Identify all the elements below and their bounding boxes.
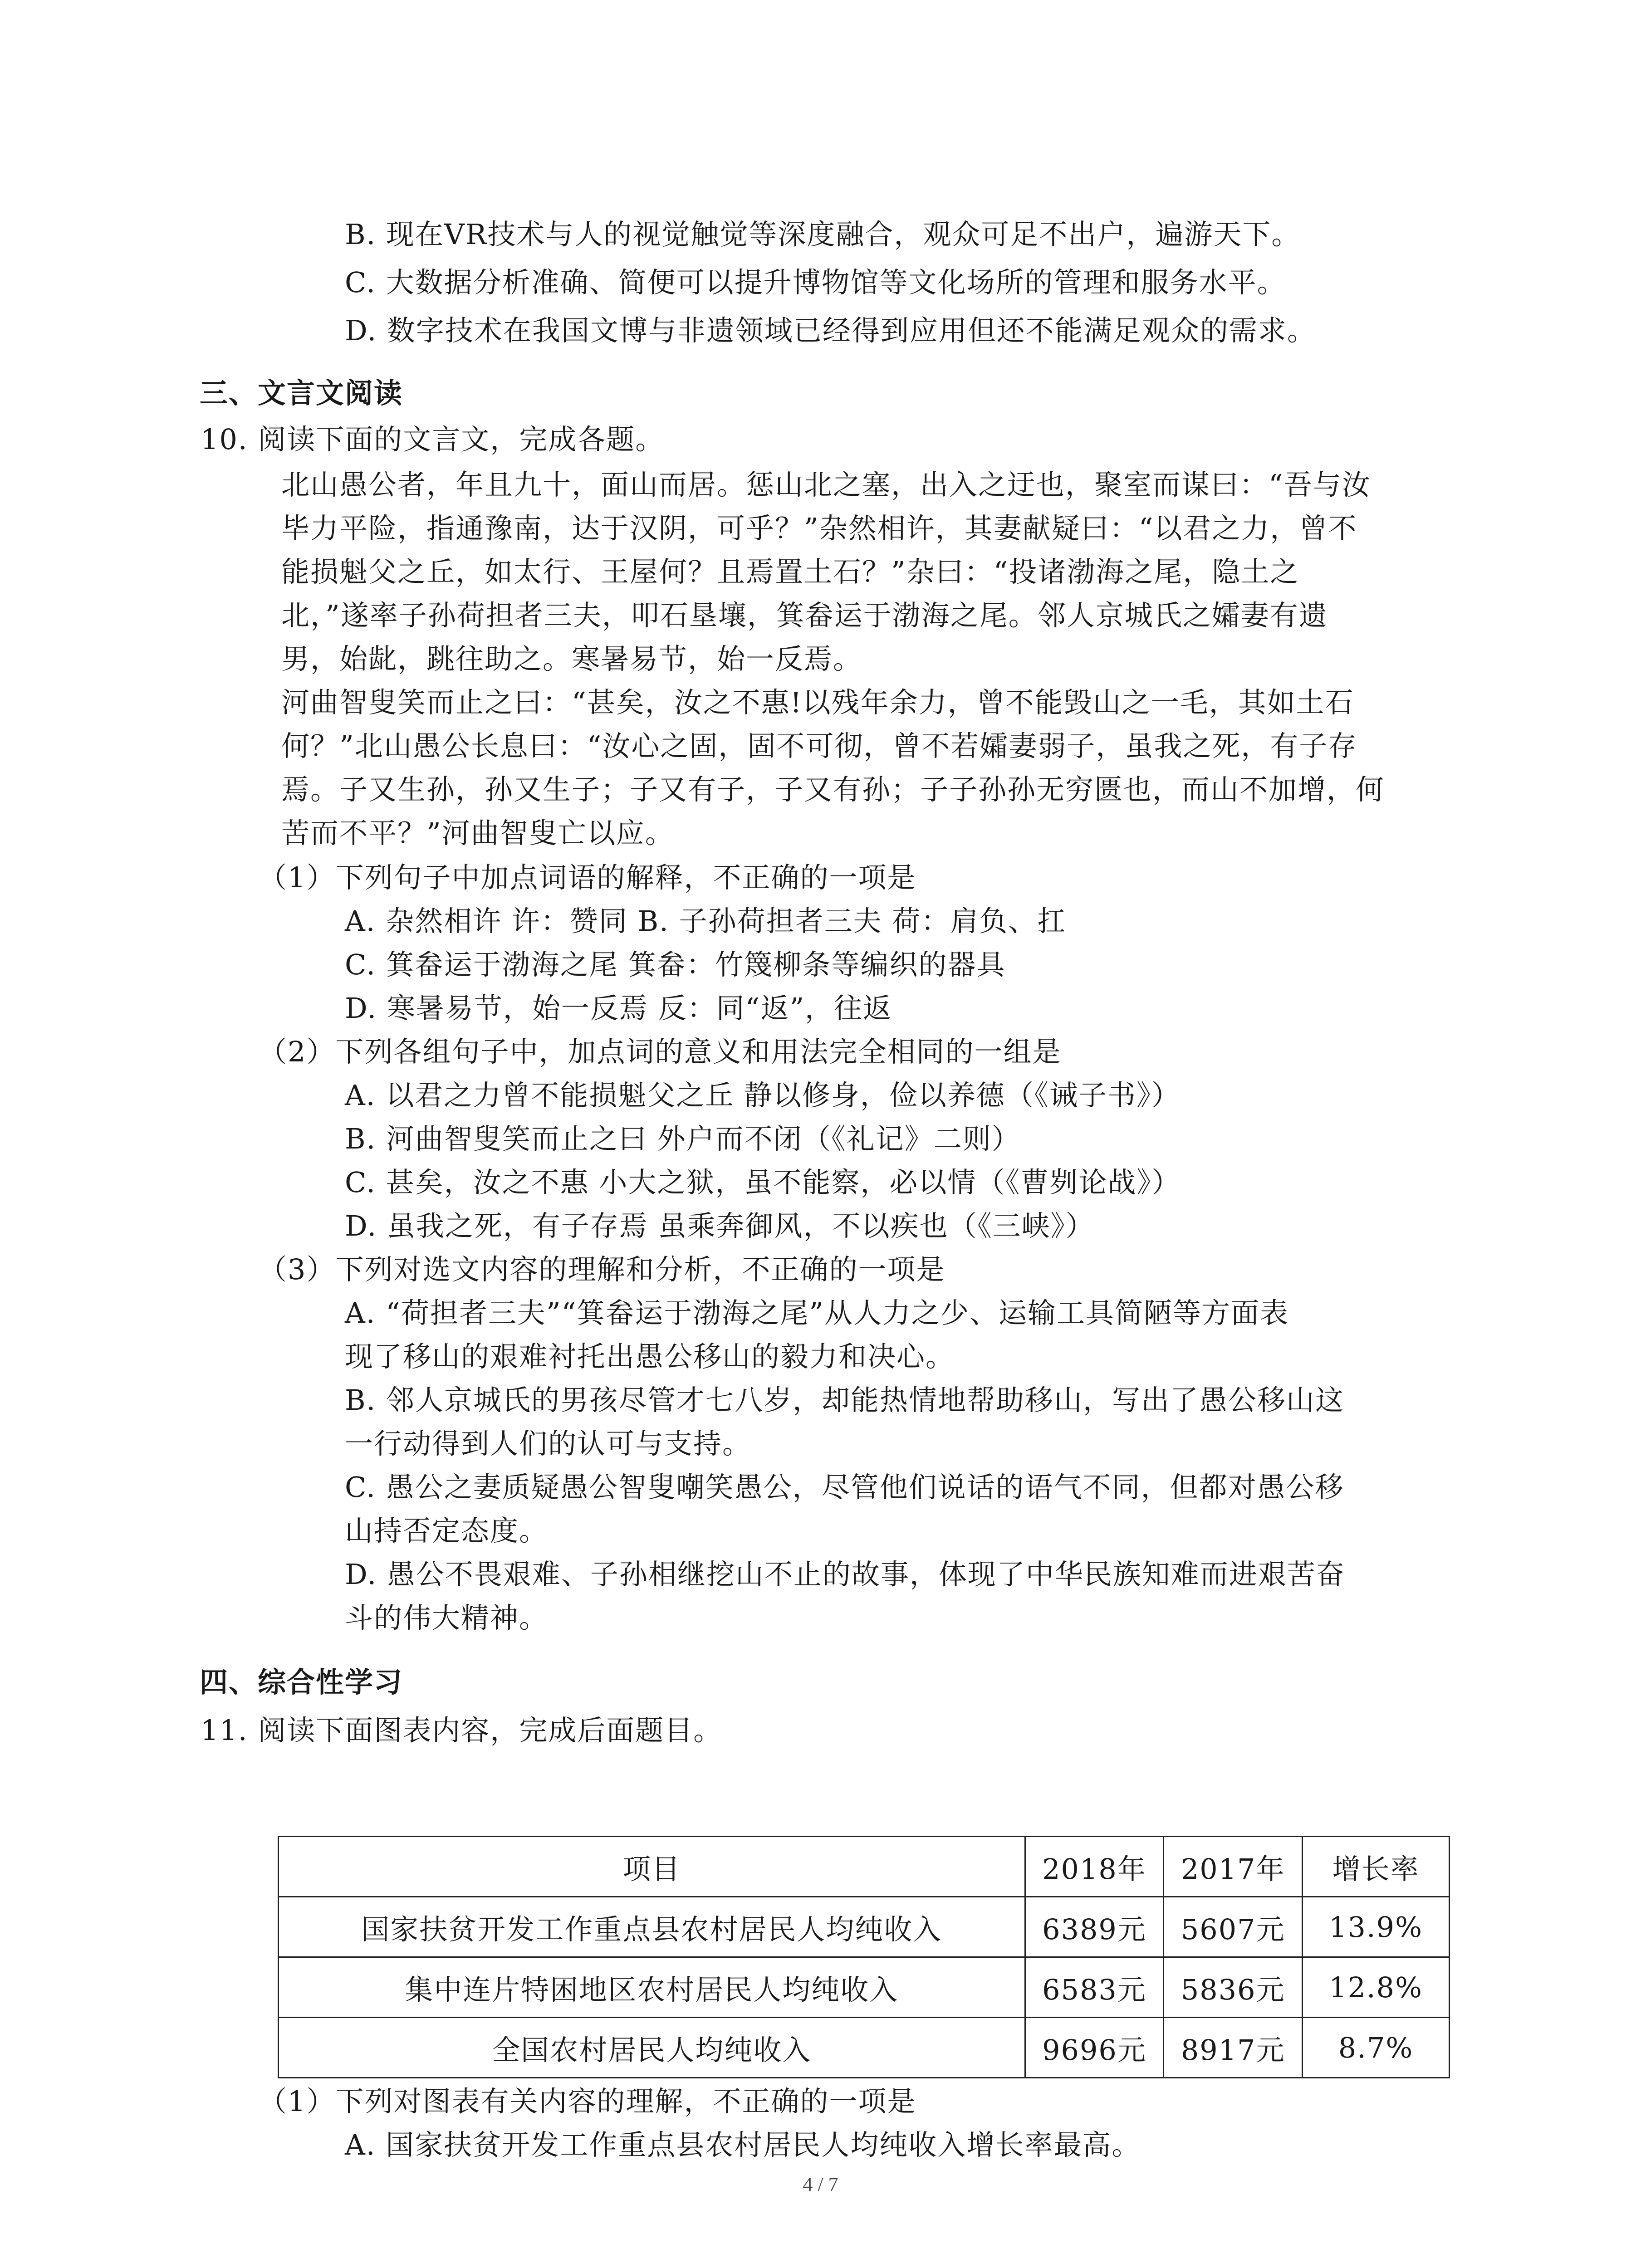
passage-line: 北，”遂率子孙荷担者三夫，叩石垦壤，箕畚运于渤海之尾。邻人京城氏之孀妻有遗 [281,599,1328,632]
table-cell: 集中连片特困地区农村居民人均纯收入 [279,1957,1025,2018]
table-row [279,2018,1450,2078]
table-cell: 6583元 [1025,1957,1164,2018]
sub3-option-c-line1: C. 愚公之妻质疑愚公智叟嘲笑愚公，尽管他们说话的语气不同，但都对愚公移 [345,1471,1344,1504]
sub-question-1-stem: （1）下列句子中加点词语的解释，不正确的一项是 [259,861,916,894]
passage-line: 男，始龀，跳往助之。寒暑易节，始一反焉。 [281,642,862,675]
table-header-cell: 2018年 [1025,1837,1164,1897]
option-b: B. 现在VR技术与人的视觉触觉等深度融合，观众可足不出户，遍游天下。 [345,218,1301,251]
passage-line: 苦而不平？”河曲智叟亡以应。 [281,816,674,850]
table-row [279,1897,1450,1957]
table-cell: 9696元 [1025,2018,1164,2078]
income-table [278,1836,1450,2078]
sub2-option-b: B. 河曲智叟笑而止之曰 外户而不闭（《礼记》二则） [345,1122,1021,1155]
q11-sub1-option-a: A. 国家扶贫开发工作重点县农村居民人均纯收入增长率最高。 [345,2128,1141,2161]
section-heading-comprehensive-study: 四、综合性学习 [200,1666,403,1699]
sub3-option-d-line1: D. 愚公不畏艰难、子孙相继挖山不止的故事，体现了中华民族知难而进艰苦奋 [345,1558,1345,1591]
sub2-option-c: C. 甚矣，汝之不惠 小大之狱，虽不能察，必以情（《曹刿论战》） [345,1166,1181,1199]
passage-line: 河曲智叟笑而止之曰：“甚矣，汝之不惠!以残年余力，曾不能毁山之一毛，其如土石 [281,686,1354,719]
option-d: D. 数字技术在我国文博与非遗领域已经得到应用但还不能满足观众的需求。 [345,314,1316,347]
table-header-cell: 2017年 [1164,1837,1303,1897]
sub3-option-d-line2: 斗的伟大精神。 [345,1601,549,1634]
table-cell: 国家扶贫开发工作重点县农村居民人均纯收入 [279,1897,1025,1957]
table-header-cell: 项目 [279,1837,1025,1897]
passage-line: 毕力平险，指通豫南，达于汉阴，可乎？”杂然相许，其妻献疑曰：“以君之力，曾不 [281,512,1357,545]
sub2-option-a: A. 以君之力曾不能损魁父之丘 静以修身，俭以养德（《诫子书》） [345,1079,1181,1112]
sub3-option-b-line1: B. 邻人京城氏的男孩尽管才七八岁，却能热情地帮助移山，写出了愚公移山这 [345,1383,1344,1417]
table-cell: 全国农村居民人均纯收入 [279,2018,1025,2078]
page-number: 4 / 7 [803,2173,838,2195]
table-cell: 12.8% [1303,1957,1450,2018]
section-heading-classical-chinese: 三、文言文阅读 [200,376,403,410]
question-11-stem: 11. 阅读下面图表内容，完成后面题目。 [201,1714,723,1747]
q11-sub-question-1-stem: （1）下列对图表有关内容的理解，不正确的一项是 [259,2085,916,2118]
table-cell: 5607元 [1164,1897,1303,1957]
sub3-option-a-line1: A. “荷担者三夫”“箕畚运于渤海之尾”从人力之少、运输工具简陋等方面表 [345,1296,1289,1330]
table-cell: 8917元 [1164,2018,1303,2078]
table-cell: 6389元 [1025,1897,1164,1957]
table-cell: 5836元 [1164,1957,1303,2018]
table-cell: 13.9% [1303,1897,1450,1957]
sub2-option-d: D. 虽我之死，有子存焉 虽乘奔御风，不以疾也（《三峡》） [345,1209,1095,1242]
question-10-stem: 10. 阅读下面的文言文，完成各题。 [201,423,665,456]
sub1-option-ab: A. 杂然相许 许：赞同 B. 子孙荷担者三夫 荷：肩负、扛 [345,904,1067,938]
table-row [279,1957,1450,2018]
passage-line: 焉。子又生孙，孙又生子；子又有子，子又有孙；子子孙孙无穷匮也，而山不加增，何 [281,773,1385,806]
table-header-row [279,1837,1450,1897]
sub-question-3-stem: （3）下列对选文内容的理解和分析，不正确的一项是 [259,1253,945,1286]
table-header-cell: 增长率 [1303,1837,1450,1897]
passage-line: 能损魁父之丘，如太行、王屋何？且焉置土石？”杂曰：“投诸渤海之尾，隐土之 [281,555,1299,588]
sub3-option-a-line2: 现了移山的艰难衬托出愚公移山的毅力和决心。 [345,1340,955,1373]
sub1-option-c: C. 箕畚运于渤海之尾 箕畚：竹篾柳条等编织的器具 [345,948,1006,981]
sub1-option-d: D. 寒暑易节，始一反焉 反：同“返”，往返 [345,992,892,1025]
sub3-option-c-line2: 山持否定态度。 [345,1514,549,1547]
passage-line: 何？”北山愚公长息曰：“汝心之固，固不可彻，曾不若孀妻弱子，虽我之死，有子存 [281,729,1357,763]
sub-question-2-stem: （2）下列各组句子中，加点词的意义和用法完全相同的一组是 [259,1035,1062,1068]
passage-line: 北山愚公者，年且九十，面山而居。惩山北之塞，出入之迂也，聚室而谋曰：“吾与汝 [281,468,1371,501]
option-c: C. 大数据分析准确、简便可以提升博物馆等文化场所的管理和服务水平。 [345,266,1286,299]
sub3-option-b-line2: 一行动得到人们的认可与支持。 [345,1427,752,1460]
table-cell: 8.7% [1303,2018,1450,2078]
